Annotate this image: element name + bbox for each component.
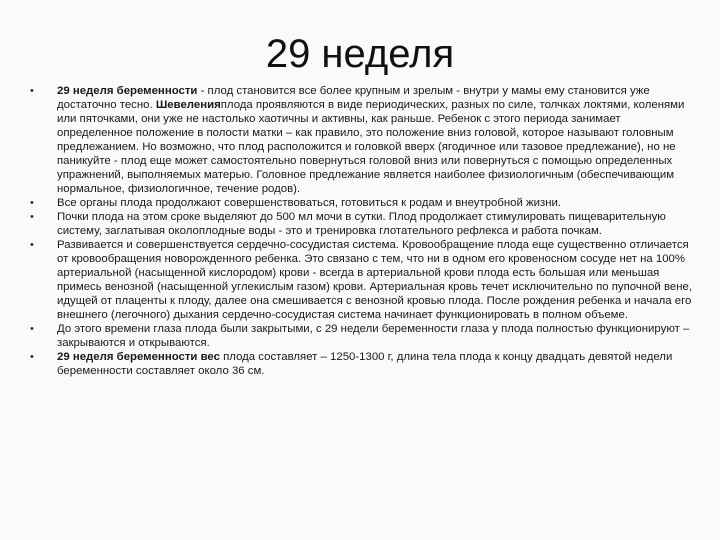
list-item-text: До этого времени глаза плода были закрытыми, с 29 недели беременности глаза у плода полностью функционируют – закрываются и открываются. <box>57 323 690 349</box>
bullet-dot: • <box>30 197 34 209</box>
bullet-dot: • <box>30 323 34 335</box>
bold-lead: 29 неделя беременности вес <box>57 351 220 363</box>
list-item-text: - плод становится все более крупным и зрелым - внутри у мамы ему становится уже достаточно тесно. <box>57 85 650 111</box>
list-item-text: Почки плода на этом сроке выделяют до 500 мл мочи в сутки. Плод продолжает стимулировать пищеварительную систему, заглатывая околоплодные воды - это и тренировка глотательного рефлекса и работа почкам. <box>57 211 666 237</box>
list-item <box>30 196 694 210</box>
list-item <box>30 84 694 196</box>
list-item <box>30 350 694 378</box>
bold-lead: 29 неделя беременности <box>57 85 198 97</box>
bullet-list <box>30 84 694 378</box>
list-item <box>30 210 694 238</box>
list-item <box>30 322 694 350</box>
bullet-dot: • <box>30 351 34 363</box>
list-item-text: плода составляет – 1250-1300 г, длина тела плода к концу двадцать девятой недели беременности составляет около 36 см. <box>57 351 673 377</box>
list-item <box>30 238 694 322</box>
list-item-text: Развивается и совершенствуется сердечно-сосудистая система. Кровообращение плода еще существенно отличается от кровообращения новорожденного ребенка. Это связано с тем, что ни в одном его кровеносном сосуде нет на 100% артериальной (насыщенной кислородом) крови - всегда в артериальной крови плода есть большая или меньшая примесь венозной (насыщенной углекислым газом) крови. Артериальная кровь течет исключительно по пупочной вене, идущей от плаценты к плоду, далее она смешивается с венозной кровью плода. После рождения ребенка и начала его внешнего (легочного) дыхания сердечно-сосудистая система начинает функционировать в полном объеме. <box>57 239 692 321</box>
list-item-text: плода проявляются в виде периодических, разных по силе, толчках локтями, коленями или пяточками, они уже не настолько хаотичны и активны, как раньше. Ребенок с этого периода занимает определенное положение в полости матки – как правило, это положение вниз головой, которое называют головным предлежанием. Но возможно, что плод расположится и головкой вверх (ягодичное или тазовое предлежание), но не паникуйте - плод еще может самостоятельно повернуться головой вниз или повернуться с помощью определенных упражнений, выполняемых матерью. Головное предлежание является наиболее физиологичным (обеспечивающим нормальное, физиологичное, течение родов). <box>57 99 685 195</box>
slide-title: 29 неделя <box>265 32 455 76</box>
bullet-dot: • <box>30 211 34 223</box>
bullet-dot: • <box>30 239 34 251</box>
bullet-dot: • <box>30 85 34 97</box>
list-item-text: Все органы плода продолжают совершенствоваться, готовиться к родам и внеутробной жизни. <box>57 197 562 209</box>
bold-term: Шевеления <box>155 99 221 111</box>
